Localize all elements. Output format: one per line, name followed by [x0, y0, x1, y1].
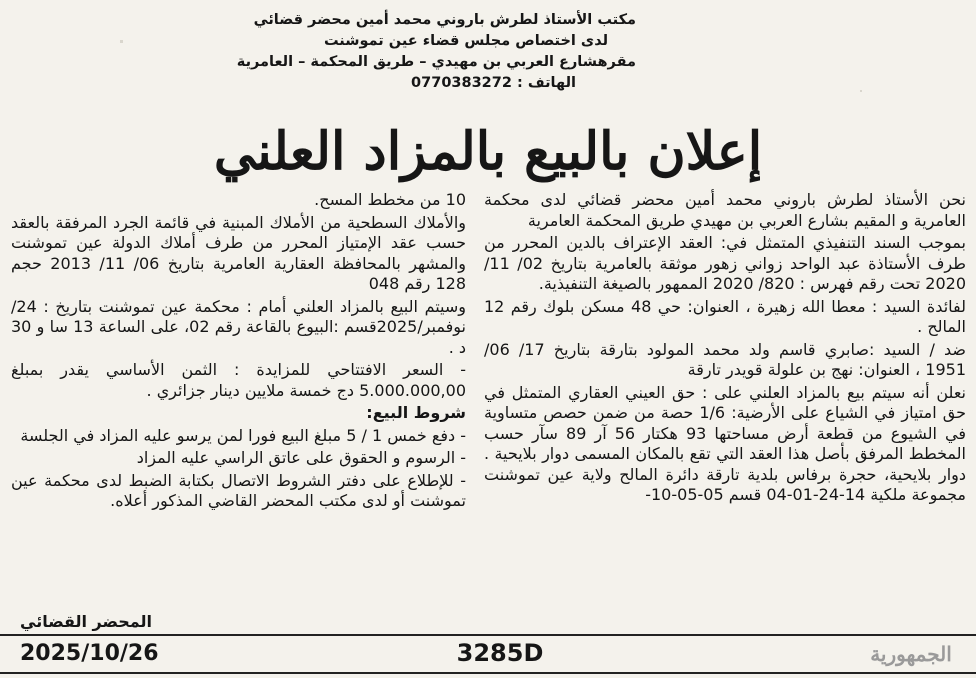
issue-number: 3285D: [456, 639, 544, 667]
condition-item: - دفع خمس 1 / 5 مبلغ البيع فورا لمن يرسو عليه المزاد في الجلسة: [20, 425, 466, 445]
announcement-title: إعلان بالبيع بالمزاد العلني: [213, 121, 763, 182]
print-speck: [120, 40, 123, 43]
office-address: مقرهشارع العربي بن مهيدي – طريق المحكمة – العامرية: [236, 54, 636, 70]
paragraph: والأملاك السطحية من الأملاك المبنية في قائمة الجرد المرفقة بالعقد حسب عقد الإمتياز المحرر من طرف أملاك الدولة عين تموشنت والمشهر بالمحافظة العقارية العامرية بتاريخ 06/ 11/ 2013 حجم 128 رقم 048: [11, 212, 467, 293]
paragraph: لفائدة السيد : معطا الله زهيرة ، العنوان: حي 48 مسكن بلوك رقم 12 المالح .: [484, 296, 966, 336]
right-column: [484, 190, 966, 508]
newspaper-logo: الجمهورية: [870, 642, 952, 666]
paragraph: نحن الأستاذ لطرش باروني محمد أمين محضر قضائي لدى محكمة العامرية و المقيم بشارع العربي بن مهيدي طريق المحكمة العامرية: [484, 190, 966, 230]
paragraph: ضد / السيد :صابري قاسم ولد محمد المولود بتارقة بتاريخ 17/ 06/ 1951 ، العنوان: نهج بن علولة قويدر تارقة: [484, 339, 966, 379]
left-column: [11, 190, 466, 514]
footer-divider: [0, 634, 976, 636]
issue-date: 2025/10/26: [20, 641, 159, 666]
paragraph: 10 من مخطط المسح.: [314, 190, 466, 209]
bailiff-office-header: [236, 10, 636, 94]
paragraph: - السعر الافتتاحي للمزايدة : الثمن الأساسي يقدر بمبلغ 5.000.000,00 دج خمسة ملايين دينار جزائري .: [11, 360, 466, 400]
office-phone: الهاتف : 0770383272: [411, 75, 576, 91]
print-speck: [860, 90, 862, 92]
conditions-heading: شروط البيع:: [366, 403, 466, 422]
paragraph: نعلن أنه سيتم بيع بالمزاد العلني على : حق العيني العقاري المتمثل في حق امتياز في الشياع على الأرضية: 1/6 حصة من ضمن حصص متساوية في الشيوع من قطعة أرض مساحتها 93 هكتار 56 آر 89 سآر حسب المخطط المرفق بأصل هذا العقد التي تقع بالمكان المسمى دوار بلايحية . دوار بلايحية، حجرة برفاس بلدية تارقة دائرة المالح ولاية عين تموشنت مجموعة ملكية 14-24-01-04 قسم 05-05-10-: [484, 382, 967, 504]
condition-item: - للإطلاع على دفتر الشروط الاتصال بكتابة الضبط لدى محكمة عين تموشنت أو لدى مكتب المحضر القاضي المذكور أعلاه.: [11, 470, 466, 510]
condition-item: - الرسوم و الحقوق على عاتق الراسي عليه المزاد: [136, 448, 466, 467]
bottom-divider: [0, 672, 976, 674]
office-jurisdiction: لدى اختصاص مجلس قضاء عين تموشنت: [323, 33, 609, 49]
signature-label: المحضر القضائي: [20, 612, 153, 631]
paragraph: بموجب السند التنفيذي المتمثل في: العقد الإعتراف بالدين المحرر من طرف الأستاذة عبد الواحد زواني زهور موثقة بالعامرية بتاريخ 02/ 11/ 2020 تحت رقم فهرس : 820/ 2020 الممهور بالصيغة التنفيذية.: [484, 233, 966, 293]
office-name: مكتب الأستاذ لطرش باروني محمد أمين محضر قضائي: [253, 12, 636, 28]
paragraph: وسيتم البيع بالمزاد العلني أمام : محكمة عين تموشنت بتاريخ : 24/نوفمبر/2025قسم :البيوع بالقاعة رقم 02، على الساعة 13 سا و 30 د .: [11, 296, 466, 357]
